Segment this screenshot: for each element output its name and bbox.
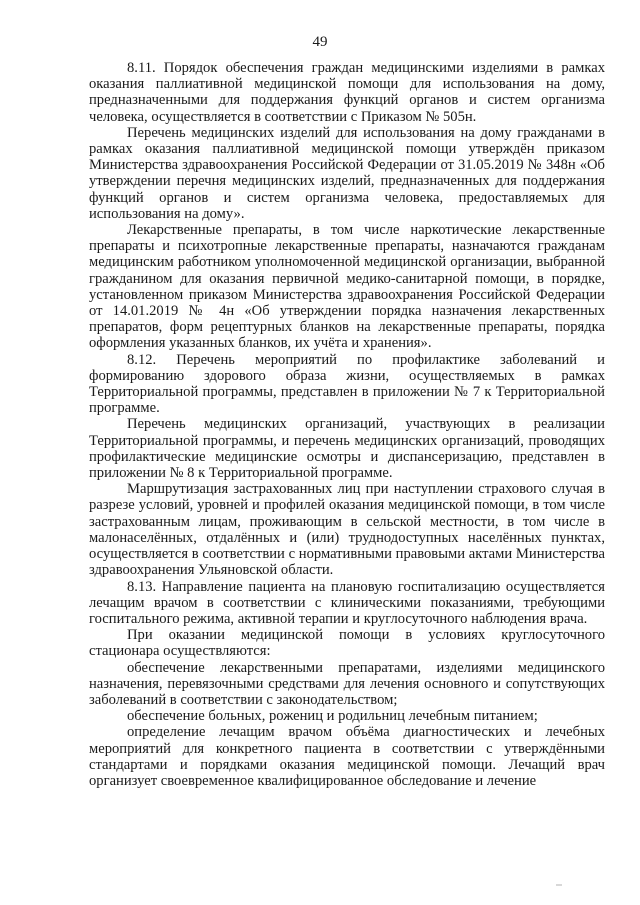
paragraph-8-12: 8.12. Перечень мероприятий по профилактике заболеваний и формированию здорового образа жизни, осуществляемых в рамках Территориальной программы, представлен в приложении № 7 к Территориальной программе. (89, 351, 605, 417)
paragraph-medical-devices-list: Перечень медицинских изделий для использования на дому гражданами в рамках оказания паллиативной медицинской помощи утверждён приказом Министерства здравоохранения Российской Федерации от 31.05.2019 № 348н «Об утверждении перечня медицинских изделий, предназначенных для поддержания функций органов и систем организма человека, предоставляемых для использования на дому». (89, 124, 605, 222)
paragraph-organizations-list: Перечень медицинских организаций, участвующих в реализации Территориальной программы, и перечень медицинских организаций, проводящих профилактические медицинские осмотры и диспансеризацию, представлен в приложении № 8 к Территориальной программе. (89, 416, 605, 482)
list-item-medicines-supply: обеспечение лекарственными препаратами, изделиями медицинского назначения, перевязочными средствами для лечения основного и сопутствующих заболеваний в соответствии с законодательством; (89, 659, 605, 708)
scan-mark (556, 884, 562, 886)
paragraph-medicines: Лекарственные препараты, в том числе наркотические лекарственные препараты и психотропные лекарственные препараты, назначаются гражданам медицинским работником уполномоченной медицинской организации, выбранной гражданином для оказания первичной медико-санитарной помощи, в порядке, установленном приказом Министерства здравоохранения Российской Федерации от 14.01.2019 № 4н «Об утверждении порядка назначения лекарственных препаратов, форм рецептурных бланков на лекарственные препараты, порядка оформления указанных бланков, их учёта и хранения». (89, 222, 605, 352)
list-item-diagnostics: определение лечащим врачом объёма диагностических и лечебных мероприятий для конкретного пациента в соответствии с утверждёнными стандартами и порядками оказания медицинской помощи. Лечащий врач организует своевременное квалифицированное обследование и лечение (89, 724, 605, 789)
list-item-nutrition: обеспечение больных, рожениц и родильниц лечебным питанием; (127, 708, 538, 725)
paragraph-inpatient-care: При оказании медицинской помощи в условиях круглосуточного стационара осуществляются: (89, 627, 605, 660)
document-body (89, 60, 605, 789)
paragraph-8-11: 8.11. Порядок обеспечения граждан медицинскими изделиями в рамках оказания паллиативной медицинской помощи для использования на дому, предназначенными для поддержания функций органов и систем организма человека, осуществляется в соответствии с Приказом № 505н. (89, 60, 605, 125)
page-number: 49 (312, 34, 328, 50)
paragraph-routing: Маршрутизация застрахованных лиц при наступлении страхового случая в разрезе условий, уровней и профилей оказания медицинской помощи, в том числе застрахованным лицам, проживающим в сельской местности, в том числе в малонаселённых, отдалённых и (или) труднодоступных населённых пунктах, осуществляется в соответствии с нормативными правовыми актами Министерства здравоохранения Ульяновской области. (89, 481, 605, 579)
paragraph-8-13: 8.13. Направление пациента на плановую госпитализацию осуществляется лечащим врачом в соответствии с клиническими показаниями, требующими госпитального режима, активной терапии и круглосуточного наблюдения врача. (89, 578, 605, 627)
